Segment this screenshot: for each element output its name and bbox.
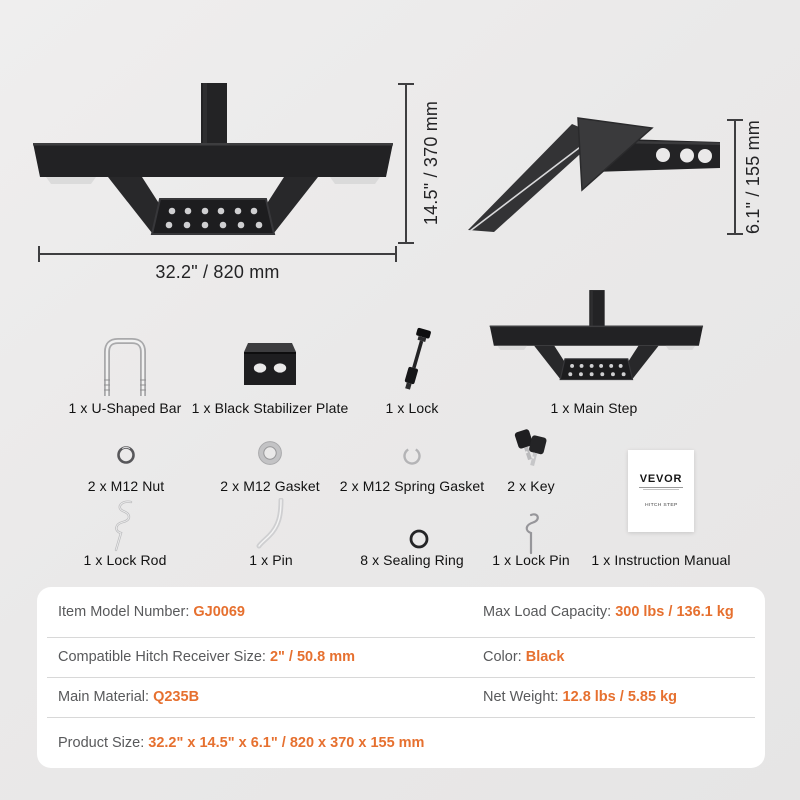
- spec-row: [37, 637, 765, 677]
- spec-value: GJ0069: [193, 604, 245, 620]
- part-label: 1 x Black Stabilizer Plate: [191, 400, 349, 416]
- spec-value: 300 lbs / 136.1 kg: [615, 604, 734, 620]
- main-step-front-view-image: [20, 80, 398, 236]
- spec-cell: [58, 689, 199, 705]
- part-label: 2 x Key: [507, 478, 555, 494]
- part-label: 1 x Instruction Manual: [591, 552, 731, 568]
- part-label: 2 x M12 Spring Gasket: [339, 478, 485, 494]
- main-step-icon: [482, 288, 706, 381]
- m12-gasket-icon: [255, 438, 285, 468]
- front-height-dimension-label: 14.5" / 370 mm: [421, 100, 441, 226]
- m12-nut-icon: [112, 441, 140, 469]
- spec-label: Compatible Hitch Receiver Size:: [58, 649, 270, 665]
- spec-cell: [58, 604, 245, 620]
- m12-spring-gasket-icon: [398, 442, 426, 470]
- lock-icon: [393, 327, 437, 398]
- manual-brand-text: VEVOR: [639, 473, 683, 485]
- key-icon: [510, 428, 550, 468]
- spec-label: Main Material:: [58, 689, 154, 705]
- spec-label: Max Load Capacity:: [483, 604, 616, 620]
- spec-label: Item Model Number:: [58, 604, 194, 620]
- stabilizer-plate-icon: [241, 340, 299, 397]
- part-label: 2 x M12 Nut: [87, 478, 165, 494]
- part-label: 1 x Lock Rod: [83, 552, 167, 568]
- manual-subtitle-text: HITCH STEP: [644, 501, 678, 508]
- spec-row: [37, 677, 765, 717]
- instruction-manual-image: [628, 450, 694, 532]
- part-label: 1 x U-Shaped Bar: [68, 400, 182, 416]
- lock-rod-icon: [108, 500, 142, 552]
- part-label: 1 x Lock: [385, 400, 439, 416]
- manual-text-line: [639, 487, 683, 488]
- spec-cell: [483, 604, 734, 620]
- spec-value: 2" / 50.8 mm: [269, 649, 356, 665]
- spec-row: [37, 717, 765, 768]
- spec-cell: [58, 735, 424, 751]
- part-label: 8 x Sealing Ring: [360, 552, 464, 568]
- u-bolt-icon: [98, 334, 152, 398]
- part-label: 1 x Main Step: [550, 400, 638, 416]
- lock-pin-icon: [518, 512, 544, 556]
- spec-label: Color:: [483, 649, 526, 665]
- part-label: 2 x M12 Gasket: [220, 478, 320, 494]
- manual-text-line: [643, 489, 679, 490]
- side-height-dimension-label: 6.1" / 155 mm: [743, 119, 763, 235]
- part-label: 1 x Pin: [249, 552, 293, 568]
- spec-value: Black: [525, 649, 565, 665]
- spec-row: [37, 587, 765, 637]
- main-step-side-view-image: [462, 112, 724, 236]
- spec-value: 32.2" x 14.5" x 6.1" / 820 x 370 x 155 mm: [148, 734, 425, 751]
- spec-value: Q235B: [153, 689, 200, 705]
- part-label: 1 x Lock Pin: [492, 552, 570, 568]
- front-width-dimension-label: 32.2" / 820 mm: [155, 262, 280, 282]
- sealing-ring-icon: [408, 528, 430, 550]
- spec-card: [37, 587, 765, 768]
- spec-value: 12.8 lbs / 5.85 kg: [562, 689, 677, 705]
- side-height-dimension-line: [727, 119, 743, 235]
- pin-icon: [252, 498, 288, 550]
- spec-label: Net Weight:: [483, 689, 563, 705]
- front-width-dimension-line: [38, 246, 397, 262]
- front-height-dimension-line: [398, 83, 414, 244]
- spec-cell: [483, 689, 677, 705]
- spec-label: Product Size:: [58, 734, 149, 751]
- spec-cell: [58, 649, 355, 665]
- spec-cell: [483, 649, 564, 665]
